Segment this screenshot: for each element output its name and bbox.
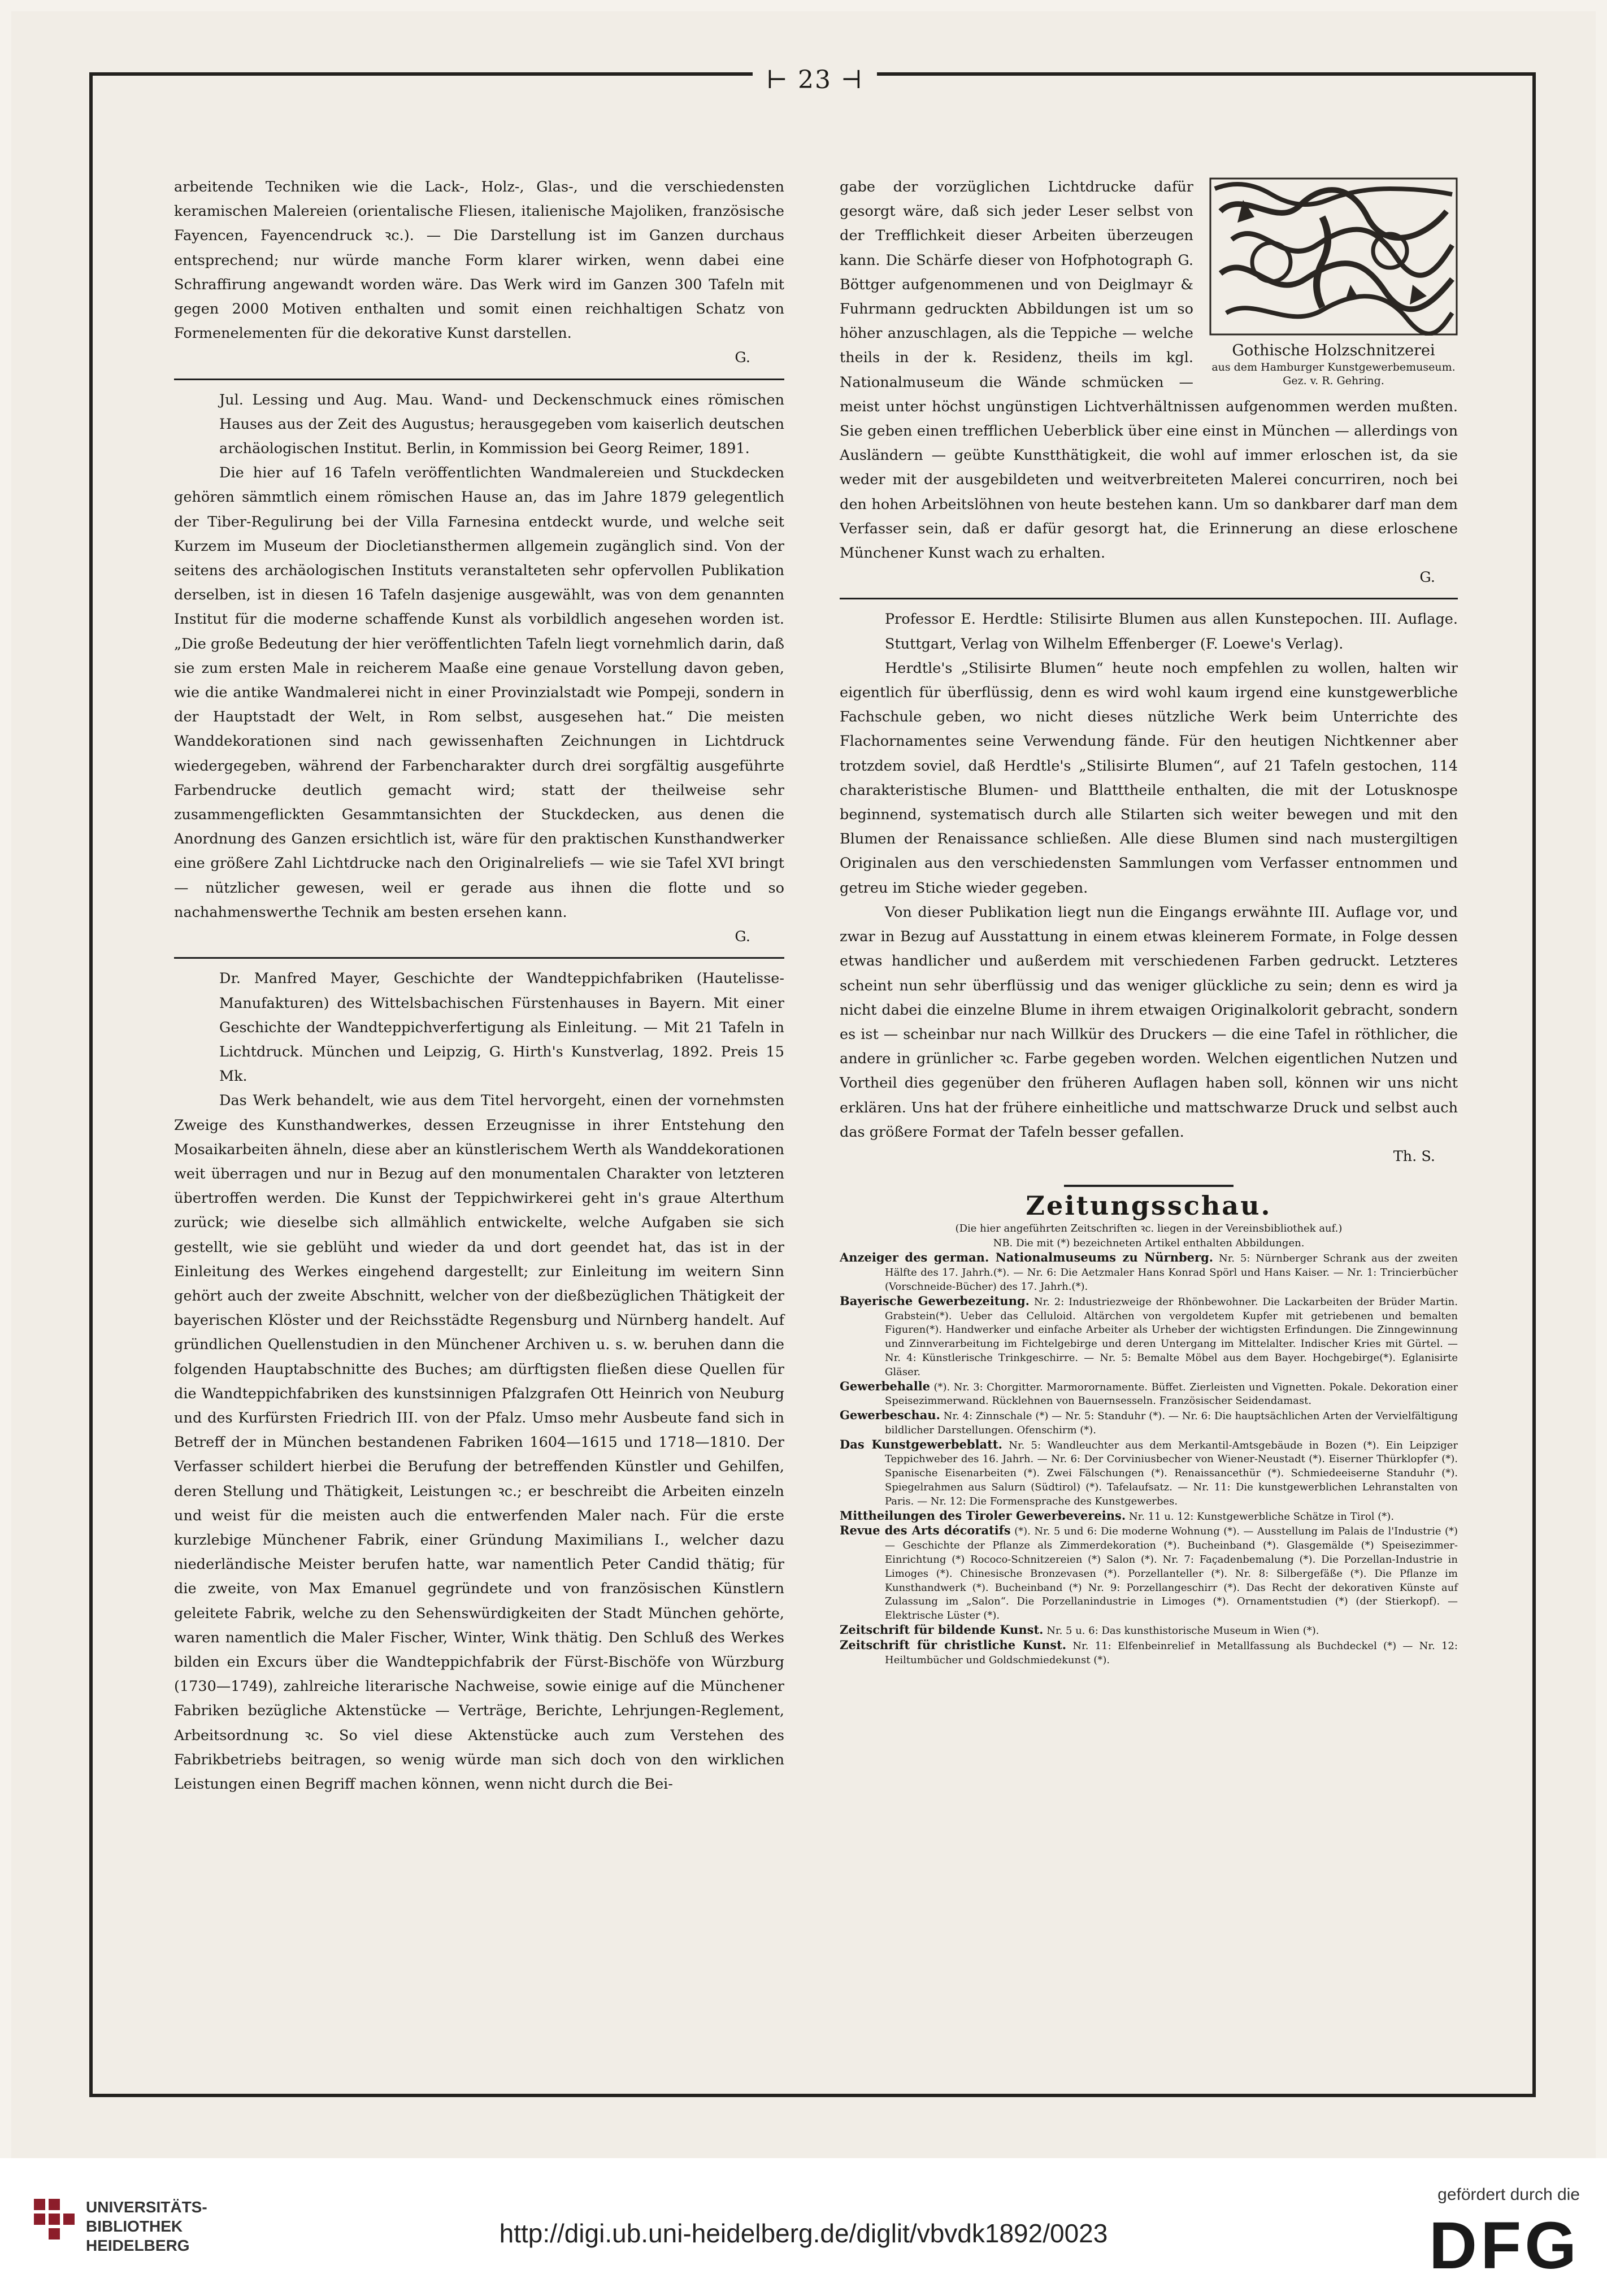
section-rule	[840, 598, 1458, 599]
list-item	[840, 1294, 1458, 1380]
list-item	[840, 1380, 1458, 1409]
page-number: ⊢ 23 ⊣	[753, 66, 877, 94]
periodical-contents: Nr. 4: Zinnschale (*) — Nr. 5: Standuhr (*). — Nr. 6: Die hauptsächlichen Arten der Vervielfältigung bildlicher Darstellungen. Ofenschirm (*).	[885, 1410, 1458, 1436]
permalink-url[interactable]: http://digi.ub.uni-heidelberg.de/diglit/vbvdk1892/0023	[499, 2219, 1108, 2248]
periodical-contents: (*). Nr. 5 und 6: Die moderne Wohnung (*). — Ausstellung im Palais de l'Industrie (*) — Geschichte der Pflanze als Zimmerdekoration (*). Bucheinband (*). Glasgemälde (*) Speisezimmer-Einrichtung (*) Rococo-Schnitzereien (*) Salon (*). Nr. 7: Façadenbemalung (*). Die Porzellan-Industrie in Limoges (*). Chinesische Bronzevasen (*). Porzellanteller (*). Nr. 8: Silbergefäße (*). Die Pflanze im Kunsthandwerk (*). Bucheinband (*) Nr. 9: Porzellangeschirr (*). Das Recht der dekorativen Künste auf Zulassung im „Salon“. Die Porzellanindustrie in Limoges (*). Ornamentstudien (*) (der Stierkopf). — Elektrische Lüster (*).	[885, 1525, 1458, 1622]
library-name-line: HEIDELBERG	[86, 2237, 190, 2254]
dfg-logo: DFG	[1428, 2208, 1580, 2283]
left-column	[174, 175, 784, 1797]
woodcarving-figure	[1209, 177, 1458, 388]
digitization-footer	[0, 2158, 1607, 2296]
funding-note: gefördert durch die	[1437, 2185, 1580, 2204]
periodical-title: Zeitschrift für bildende Kunst.	[840, 1623, 1044, 1637]
periodical-title: Gewerbehalle	[840, 1379, 931, 1393]
periodical-contents: (*). Nr. 3: Chorgitter. Marmorornamente. Büffet. Zierleisten und Vignetten. Pokale. Dekoration einer Speisezimmerwand. Rücklehnen von Bauernsesseln. Französischer Seidendamast.	[885, 1381, 1458, 1407]
list-item	[840, 1509, 1458, 1524]
figure-caption: Gothische Holzschnitzerei	[1232, 342, 1435, 359]
review-signature: G.	[1419, 569, 1435, 586]
signature-line	[840, 1145, 1458, 1169]
periodical-title: Gewerbeschau.	[840, 1408, 940, 1423]
review-body-herdtle-2: Von dieser Publikation liegt nun die Eingangs erwähnte III. Auflage vor, und zwar in Bezug auf Ausstattung in einem etwas kleinerem Formate, in Folge dessen etwas handlicher und außerdem mit verschiedenen Farben gedruckt. Letzteres scheint nun sehr überflüssig und das weniger glückliche zu sein; denn es wird ja nicht dabei die einzelne Blume in ihrem etwaigen Originalkolorit gebracht, sondern es ist — scheinbar nur nach Willkür des Druckers — die eine Tafel in röthlicher, die andere in grünlicher ꝛc. Farbe gegeben worden. Welchen eigentlichen Nutzen und Vortheil dies gegenüber den früheren Auflagen haben soll, können wir uns nicht erklären. Uns hat der frühere einheitliche und mattschwarze Druck und selbst auch das größere Format der Tafeln besser gefallen.	[840, 903, 1458, 1141]
signature-line	[174, 925, 784, 949]
section-rule	[174, 379, 784, 380]
review-heading-mayer: Dr. Manfred Mayer, Geschichte der Wandteppichfabriken (Hautelisse-Manufakturen) des Wittelsbachischen Fürstenhauses in Bayern. Mit einer Geschichte der Wandteppichverfertigung als Einleitung. — Mit 21 Tafeln in Lichtdruck. München und Leipzig, G. Hirth's Kunstverlag, 1892. Preis 15 Mk.	[219, 970, 784, 1085]
periodical-contents: Nr. 5: Nürnberger Schrank aus der zweiten Hälfte des 17. Jahrh.(*). — Nr. 6: Die Aetzmaler Hans Konrad Spörl und Hans Kaiser. — Nr. 1: Trincierbücher (Vorschneide-Bücher) des 17. Jahrh.(*).	[885, 1253, 1458, 1293]
review-signature: G.	[735, 928, 750, 946]
section-rule	[174, 957, 784, 959]
library-name-line: BIBLIOTHEK	[86, 2217, 183, 2235]
library-name-line: UNIVERSITÄTS-	[86, 2198, 207, 2216]
periodical-title: Anzeiger des german. Nationalmuseums zu Nürnberg.	[840, 1250, 1214, 1265]
periodical-title: Zeitschrift für christliche Kunst.	[840, 1637, 1067, 1652]
review-continuation: gabe der vorzüglichen Lichtdrucke dafür gesorgt wäre, daß sich jeder Leser selbst von der Trefflichkeit dieser Arbeiten überzeugen kann. Die Schärfe dieser von Hofphotograph G. Böttger aufgenommenen und von Deiglmayr & Fuhrmann gedruckten Abbildungen ist um so höher anzuschlagen, als die Teppiche — welche theils in der k. Residenz, theils im kgl. Nationalmuseum die Wände schmücken — meist unter höchst ungünstigen Lichtverhältnissen aufgenommen werden mußten. Sie geben einen trefflichen Ueberblick über eine einst in München — allerdings von Ausländern — geübte Kunstthätigkeit, die wohl auf immer erloschen ist, da sie weder mit der ausgebildeten und weitverbreiteten Malerei concurriren, noch bei den hohen Arbeitslöhnen von heute bestehen kann. Um so dankbarer darf man dem Verfasser sein, daß er dafür gesorgt hat, die Erinnerung an diese erloschene Münchener Kunst wach zu erhalten.	[840, 179, 1458, 562]
signature-line	[840, 566, 1458, 590]
gothic-woodcarving-image	[1209, 177, 1458, 336]
figure-source: aus dem Hamburger Kunstgewerbemuseum. Gez. v. R. Gehring.	[1211, 361, 1456, 387]
review-signature: G.	[735, 349, 750, 367]
periodical-contents: Nr. 5: Wandleuchter aus dem Merkantil-Amtsgebäude in Bozen (*). Ein Leipziger Teppichweber des 16. Jahrh. — Nr. 6: Der Corviniusbecher von Wiener-Neustadt (*). Eiserner Thürklopfer (*). Spanische Eisenarbeiten (*). Zwei Fälschungen (*). Renaissancethür (*). Schmiedeeiserne Standuhr (*). Spiegelrahmen aus Salurn (Südtirol) (*). Tafelaufsatz. — Nr. 11: Die kunstgewerblichen Lehranstalten von Paris. — Nr. 12: Die Formensprache des Kunstgewerbes.	[885, 1439, 1458, 1507]
periodical-title: Bayerische Gewerbezeitung.	[840, 1293, 1030, 1308]
list-item	[840, 1638, 1458, 1668]
section-heading-zeitungsschau: Zeitungsschau.	[840, 1179, 1458, 1218]
periodical-title: Revue des Arts décoratifs	[840, 1523, 1011, 1538]
review-signature: Th. S.	[1393, 1147, 1435, 1165]
review-body-mayer: Das Werk behandelt, wie aus dem Titel hervorgeht, einen der vornehmsten Zweige des Kunsthandwerkes, dessen Erzeugnisse in ihrer Entstehung den Mosaikarbeiten ähneln, diese aber an künstlerischem Werth als Wanddekorationen weit überragen und nur in Bezug auf den monumentalen Charakter von letzteren übertroffen werden. Die Kunst der Teppichwirkerei geht in's graue Alterthum zurück; wie dieselbe sich allmählich entwickelte, welche Aufgaben sie sich gestellt, wie sie geblüht und wieder da und dort geendet hat, das ist in der Einleitung des Werkes eingehend dargestellt; zur Einleitung im weitern Sinn gehört auch der zweite Abschnitt, welcher von der dießbezüglichen Thätigkeit der bayerischen Klöster und der Reichsstädte Regensburg und Nürnberg handelt. Auf gründlichen Quellenstudien in den Münchener Archiven u. s. w. beruhen dann die folgenden Hauptabschnitte des Buches; am dürftigsten fließen diese Quellen für die Wandteppichfabriken des kunstsinnigen Pfalzgrafen Ott Heinrich von Neuburg und des Kurfürsten Friedrich III. von der Pfalz. Umso mehr Ausbeute fand sich in Betreff der in München bestandenen Fabriken 1604—1615 und 1718—1810. Der Verfasser schildert hierbei die Berufung der betreffenden Künstler und Gehilfen, deren Stellung und Thätigkeit, Leistungen ꝛc.; er beschreibt die Arbeiten einzeln und weist für die meisten auch die entwerfenden Maler nach. Für die erste kurzlebige Münchener Fabrik, einer Gründung Maximilians I., welcher dazu niederländische Meister berufen hatte, war namentlich Peter Candid thätig; für die zweite, von Max Emanuel gegründete und von französischen Künstlern geleitete Fabrik, welche zu den Sehenswürdigkeiten der Stadt München gehörte, waren namentlich die Maler Fischer, Winter, Wink thätig. Den Schluß des Werkes bilden ein Excurs über die Wandteppichfabrik der Fürst-Bischöfe von Würzburg (1730—1749), zahlreiche literarische Nachweise, sowie einige auf die Münchener Fabriken bezügliche Aktenstücke — Verträge, Berichte, Lehrjungen-Reglement, Arbeitsordnung ꝛc. So viel diese Aktenstücke auch zum Verstehen des Fabrikbetriebs beitragen, so wenig würde man sich doch von den wirklichen Leistungen einen Begriff machen können, wenn nicht durch die Bei-	[174, 1092, 784, 1793]
periodical-contents: Nr. 2: Industriezweige der Rhönbewohner. Die Lackarbeiten der Brüder Martin. Grabstein(*). Ueber das Celluloid. Altärchen von vergoldetem Kupfer mit getriebenen und bemalten Figuren(*). Handwerker und einfache Arbeiter als Urheber der wichtigsten Erfindungen. Die Zinngewinnung und Zinnverarbeitung im Fichtelgebirge und deren Untergang im Mittelalter. Indischer Kries mit Gürtel. — Nr. 4: Künstlerische Trinkgeschirre. — Nr. 5: Bemalte Möbel aus dem Bayer. Hochgebirge(*). Eglanisirte Gläser.	[885, 1295, 1458, 1378]
list-item	[840, 1251, 1458, 1294]
periodical-title: Mittheilungen des Tiroler Gewerbevereins.	[840, 1508, 1126, 1523]
periodical-title: Das Kunstgewerbeblatt.	[840, 1437, 1002, 1451]
page-number-text: 23	[798, 66, 832, 94]
signature-line	[174, 346, 784, 370]
scanned-page	[11, 11, 1596, 2158]
review-body-herdtle-1: Herdtle's „Stilisirte Blumen“ heute noch empfehlen zu wollen, halten wir eigentlich für überflüssig, denn es wird wohl kaum irgend eine kunstgewerbliche Fachschule geben, wo nicht dieses nützliche Werk beim Unterrichte des Flachornamentes seine Verwendung fände. Für den heutigen Nichtkenner aber trotzdem soviel, daß Herdtle's „Stilisirte Blumen“, auf 21 Tafeln gestochen, 114 charakteristische Blumen- und Blatttheile enthalten, die mit der Lotusknospe beginnend, systematisch durch alle Stilarten sich weiter bewegen und mit den Blumen der Renaissance schließen. Alle diese Blumen sind nach mustergiltigen Originalen aus den verschiedensten Sammlungen vom Verfasser entnommen und getreu im Stiche wieder gegeben.	[840, 659, 1458, 897]
section-note-line: NB. Die mit (*) bezeichneten Artikel enthalten Abbildungen.	[993, 1237, 1305, 1250]
review-continuation: arbeitende Techniken wie die Lack-, Holz-, Glas-, und die verschiedensten keramischen Malereien (orientalische Fliesen, italienische Majoliken, französische Fayencen, Fayencendruck ꝛc.). — Die Darstellung ist im Ganzen durchaus entsprechend; nur würde manche Form klarer wirken, wenn dabei eine Schraffirung angewandt worden wäre. Das Werk wird im Ganzen 300 Tafeln mit gegen 2000 Motiven enthalten und somit einen reichhaltigen Schatz von Formenelementen für die dekorative Kunst darstellen.	[174, 179, 784, 342]
review-heading-lessing: Jul. Lessing und Aug. Mau. Wand- und Deckenschmuck eines römischen Hauses aus der Zeit des Augustus; herausgegeben vom kaiserlich deutschen archäologischen Institut. Berlin, in Kommission bei Georg Reimer, 1891.	[219, 391, 784, 458]
periodical-contents: Nr. 11: Elfenbeinrelief in Metallfassung als Buchdeckel (*) — Nr. 12: Heiltumbücher und Goldschmiedekunst (*).	[885, 1640, 1458, 1666]
periodical-contents: Nr. 11 u. 12: Kunstgewerbliche Schätze in Tirol (*).	[1128, 1510, 1395, 1523]
list-item	[840, 1623, 1458, 1638]
periodical-contents: Nr. 5 u. 6: Das kunsthistorische Museum in Wien (*).	[1046, 1625, 1319, 1637]
periodicals-list	[840, 1251, 1458, 1667]
section-note	[840, 1221, 1458, 1251]
review-heading-herdtle: Professor E. Herdtle: Stilisirte Blumen aus allen Kunstepochen. III. Auflage. Stuttgart, Verlag von Wilhelm Effenberger (F. Loewe's Verlag).	[885, 611, 1458, 653]
right-column	[840, 175, 1458, 1667]
list-item	[840, 1524, 1458, 1623]
list-item	[840, 1408, 1458, 1438]
review-body-lessing: Die hier auf 16 Tafeln veröffentlichten Wandmalereien und Stuckdecken gehören sämmtlich einem römischen Hause an, das im Jahre 1879 gelegentlich der Tiber-Regulirung bei der Villa Farnesina entdeckt wurde, und welche seit Kurzem im Museum der Diocletiansthermen allgemein zugänglich sind. Von der seitens des archäologischen Instituts veranstalteten sehr opfervollen Publikation derselben, ist in diesen 16 Tafeln dasjenige ausgewählt, was von dem genannten Institut für die moderne schaffende Kunst als vorbildlich angesehen worden ist. „Die große Bedeutung der hier veröffentlichten Tafeln liegt vornehmlich darin, daß sie zum ersten Male in reicherem Maaße eine genaue Vorstellung davon geben, wie die antike Wandmalerei nicht in einer Provinzialstadt wie Pompeji, sondern in der Hauptstadt der Welt, in Rom selbst, ausgesehen hat.“ Die meisten Wanddekorationen sind nach gewissenhaften Zeichnungen in Lichtdruck wiedergegeben, während der Farbencharakter durch drei sorgfältig ausgeführte Farbendrucke deutlich gemacht wird; statt der theilweise sehr zusammengeflickten Gesammtansichten der Stuckdecken, aus denen die Anordnung des Ganzen ersichtlich ist, wäre für den praktischen Kunsthandwerker eine größere Zahl Lichtdrucke nach den Originalreliefs — wie sie Tafel XVI bringt — nützlicher gewesen, weil er gerade aus ihnen die flotte und so nachahmenswerthe Technik am besten ersehen kann.	[174, 464, 784, 921]
section-note-line: (Die hier angeführten Zeitschriften ꝛc. liegen in der Vereinsbibliothek auf.)	[955, 1223, 1343, 1235]
list-item	[840, 1438, 1458, 1509]
